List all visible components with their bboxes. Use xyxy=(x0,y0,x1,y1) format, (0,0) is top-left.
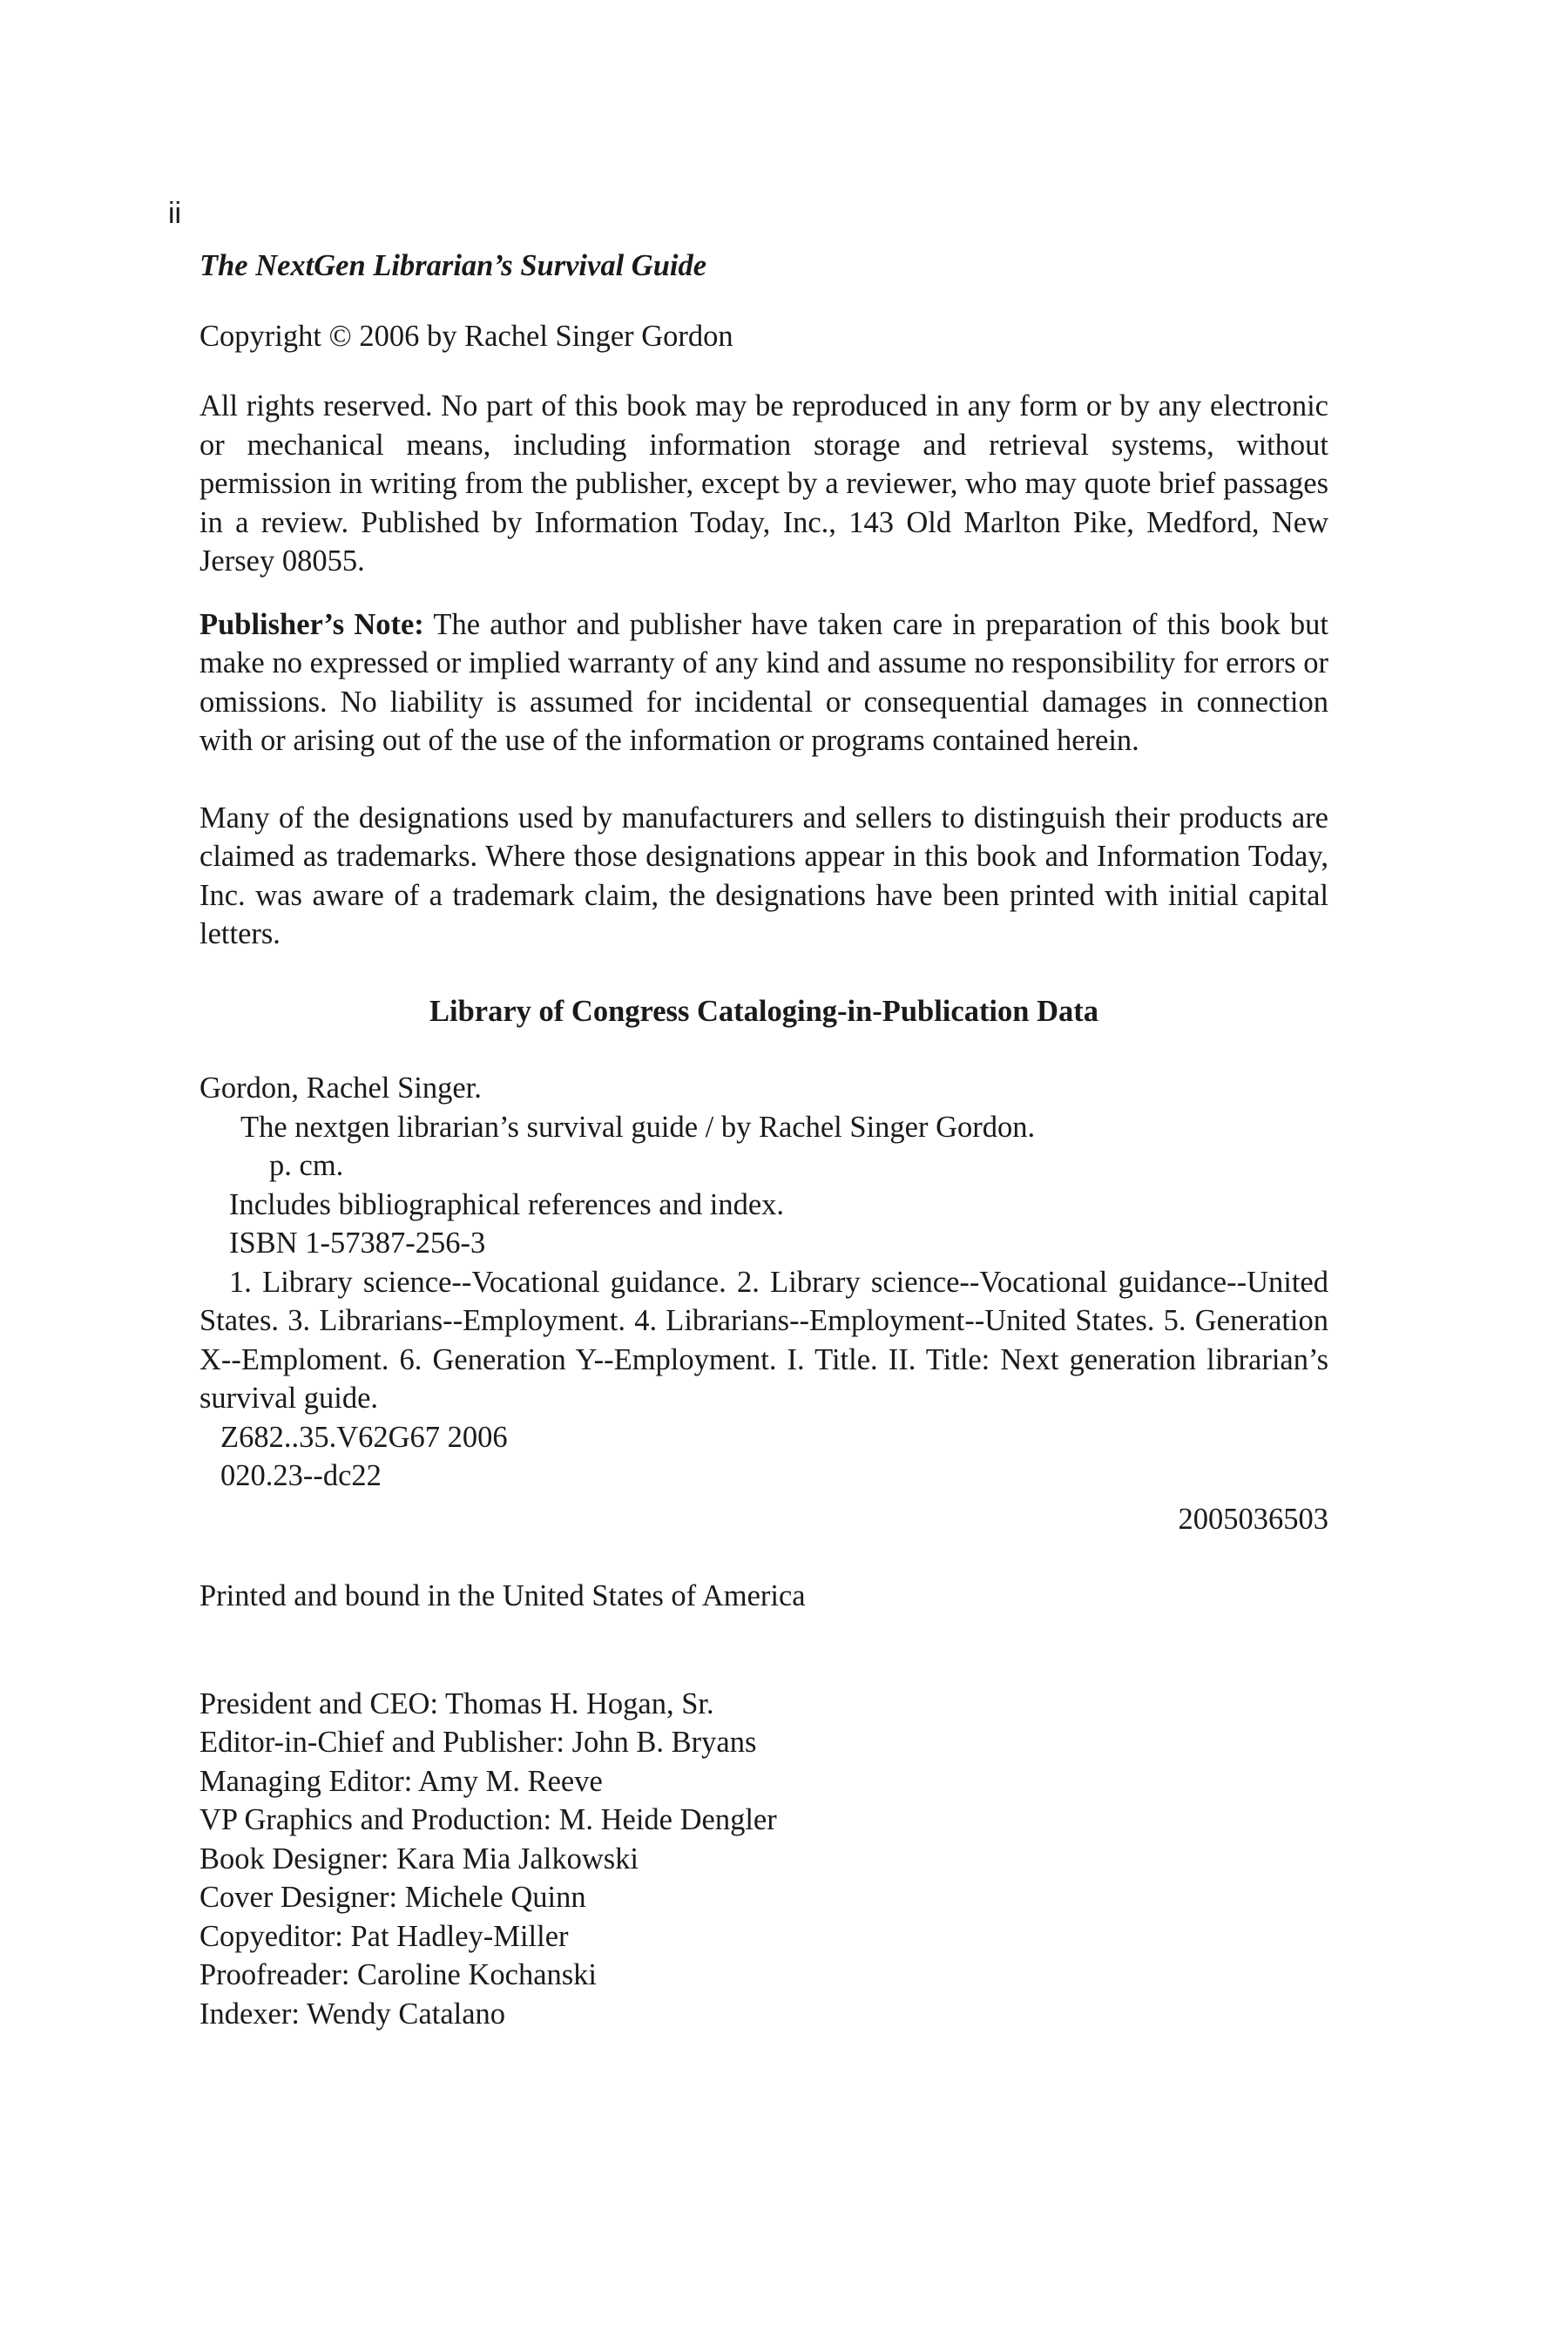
cip-lccn: 2005036503 xyxy=(1178,1502,1328,1536)
cip-title-statement: The nextgen librarian’s survival guide / by Rachel Singer Gordon. xyxy=(240,1110,1036,1144)
staff-credit: Book Designer: Kara Mia Jalkowski xyxy=(199,1842,639,1876)
cip-subjects: 1. Library science--Vocational guidance. 2. Library science--Vocational guidance--United States. 3. Librarians--Employment. 4. Librarians--Employment--United States. 5. Generation X--Emploment. 6. Generation Y--Employment. I. Title. II. Title: Next generation librarian’s survival guide. xyxy=(199,1265,1328,1415)
page-number: ii xyxy=(168,197,182,230)
staff-credit: Cover Designer: Michele Quinn xyxy=(199,1881,586,1914)
staff-credit: VP Graphics and Production: M. Heide Dengler xyxy=(199,1803,777,1836)
staff-credit: Managing Editor: Amy M. Reeve xyxy=(199,1764,603,1798)
publishers-note-text: The author and publisher have taken care in preparation of this book but make no expressed or implied warranty of any kind and assume no responsibility for errors or omissions. No liability is assumed for incidental or consequential damages in connection with or arising out of the use of the information or programs contained herein. xyxy=(199,607,1329,757)
cip-author: Gordon, Rachel Singer. xyxy=(199,1071,482,1105)
staff-credit: Editor-in-Chief and Publisher: John B. Bryans xyxy=(199,1726,757,1759)
cip-isbn: ISBN 1-57387-256-3 xyxy=(229,1227,486,1260)
cip-lc-class: Z682..35.V62G67 2006 xyxy=(220,1420,508,1454)
cip-dewey: 020.23--dc22 xyxy=(220,1459,382,1492)
rights-paragraph: All rights reserved. No part of this book may be reproduced in any form or by any electronic or mechanical means, including information storage and retrieval systems, without permission in writing from the publisher, except by a reviewer, who may quote brief passages in a review. Published by Information Today, Inc., 143 Old Marlton Pike, Medford, New Jersey 08055. xyxy=(199,389,1328,578)
copyright-line: Copyright © 2006 by Rachel Singer Gordon xyxy=(199,319,733,353)
publishers-note xyxy=(199,605,1328,760)
trademarks-paragraph: Many of the designations used by manufacturers and sellers to distinguish their products are claimed as trademarks. Where those designations appear in this book and Information Today, Inc. was aware of a trademark claim, the designations have been printed with initial capital letters. xyxy=(199,801,1328,950)
book-title: The NextGen Librarian’s Survival Guide xyxy=(199,249,707,282)
staff-credit: Copyeditor: Pat Hadley-Miller xyxy=(199,1919,569,1953)
staff-credit: Indexer: Wendy Catalano xyxy=(199,1997,506,2031)
publishers-note-label: Publisher’s Note: xyxy=(199,607,424,641)
cip-notes: Includes bibliographical references and index. xyxy=(229,1187,785,1221)
cip-heading: Library of Congress Cataloging-in-Publication Data xyxy=(429,994,1098,1028)
cip-pagination: p. cm. xyxy=(269,1149,344,1182)
staff-credits xyxy=(199,1685,1328,2034)
page-content xyxy=(199,247,1328,2033)
printed-line: Printed and bound in the United States of America xyxy=(199,1579,806,1612)
staff-credit: President and CEO: Thomas H. Hogan, Sr. xyxy=(199,1686,714,1720)
staff-credit: Proofreader: Caroline Kochanski xyxy=(199,1958,598,1991)
cip-block xyxy=(199,1069,1328,1538)
